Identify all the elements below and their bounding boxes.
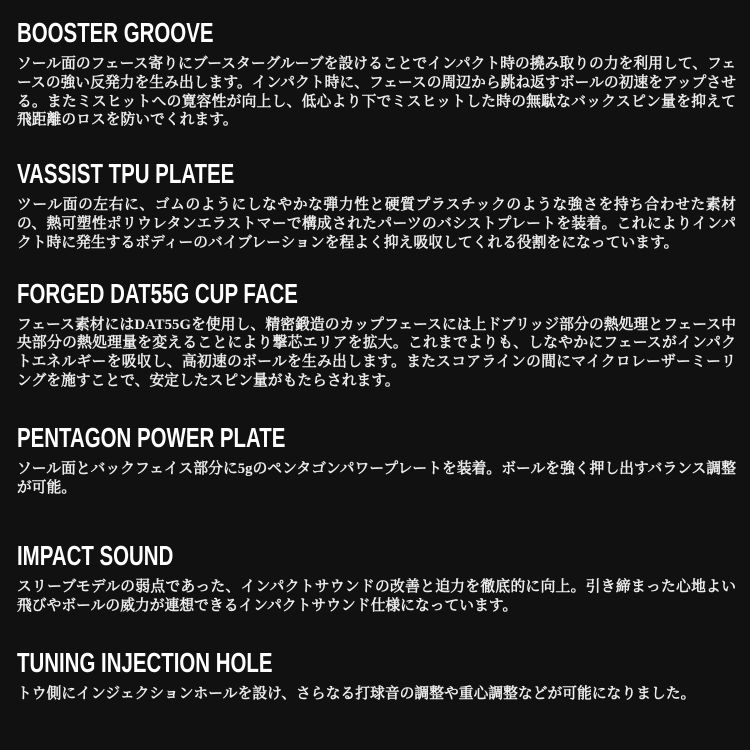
feature-section-vassist-tpu-platee [17, 160, 736, 252]
section-heading-text: FORGED DAT55G CUP FACE [17, 277, 298, 309]
section-heading-text: TUNING INJECTION HOLE [17, 646, 273, 678]
section-heading-pentagon-power-plate [17, 421, 736, 453]
section-heading-impact-sound [17, 540, 736, 572]
section-heading-text: IMPACT SOUND [17, 540, 174, 572]
feature-section-impact-sound [17, 542, 736, 616]
section-heading-vassist-tpu-platee [17, 158, 736, 190]
section-heading-booster-groove [17, 19, 736, 46]
section-heading-text: BOOSTER GROOVE [17, 17, 214, 48]
feature-section-booster-groove [17, 19, 736, 130]
section-heading-forged-dat55g-cup-face [17, 277, 736, 309]
section-paragraph-pentagon-power-plate: ソール面とバックフェイス部分に5gのペンタゴンパワープレートを装着。ボールを強く押し出すバランス調整が可能。 [17, 460, 736, 496]
section-heading-text: VASSIST TPU PLATEE [17, 158, 235, 190]
section-paragraph-impact-sound: スリーブモデルの弱点であった、インパクトサウンドの改善と迫力を徹底的に向上。引き締まった心地よい飛びやボールの威力が連想できるインパクトサウンド仕様になっています。 [17, 579, 736, 615]
section-heading-tuning-injection-hole [17, 646, 736, 678]
feature-section-tuning-injection-hole [17, 646, 736, 704]
section-heading-text: PENTAGON POWER PLATE [17, 421, 286, 453]
section-paragraph-vassist-tpu-platee: ツール面の左右に、ゴムのようにしなやかな弾力性と硬質プラスチックのような強さを持ち合わせた素材の、熱可塑性ポリウレタンエラストマーで構成されたパーツのバシストプレートを装着。これによりインパクト時に発生するボディーのバイブレーションを程よく抑え吸収してくれる役割をになっています。 [17, 197, 736, 251]
feature-section-forged-dat55g-cup-face [17, 277, 736, 391]
section-paragraph-forged-dat55g-cup-face: フェース素材にはDAT55Gを使用し、精密鍛造のカップフェースには上ドブリッジ部分の熱処理とフェース中央部分の熱処理量を変えることにより撃芯エリアを拡大。これまでよりも、しなやかにフェースがインパクトエネルギーを吸収し、高初速のボールを生み出します。またスコアラインの間にマイクロレーザーミーリングを施すことで、安定したスピン量がもたらされます。 [17, 316, 736, 389]
section-paragraph-booster-groove: ソール面のフェース寄りにブースターグルーブを設けることでインパクト時の撓み取りの力を利用して、フェースの強い反発力を生み出します。インパクト時に、フェースの周辺から跳ね返すボールの初速をアップさせる。またミスヒットへの寛容性が向上し、低心より下でミスヒットした時の無駄なバックスピン量を抑えて飛距離のロスを防いでくれます。 [17, 56, 736, 129]
feature-section-pentagon-power-plate [17, 421, 736, 498]
section-paragraph-tuning-injection-hole: トウ側にインジェクションホールを設け、さらなる打球音の調整や重心調整などが可能になりました。 [17, 685, 696, 702]
